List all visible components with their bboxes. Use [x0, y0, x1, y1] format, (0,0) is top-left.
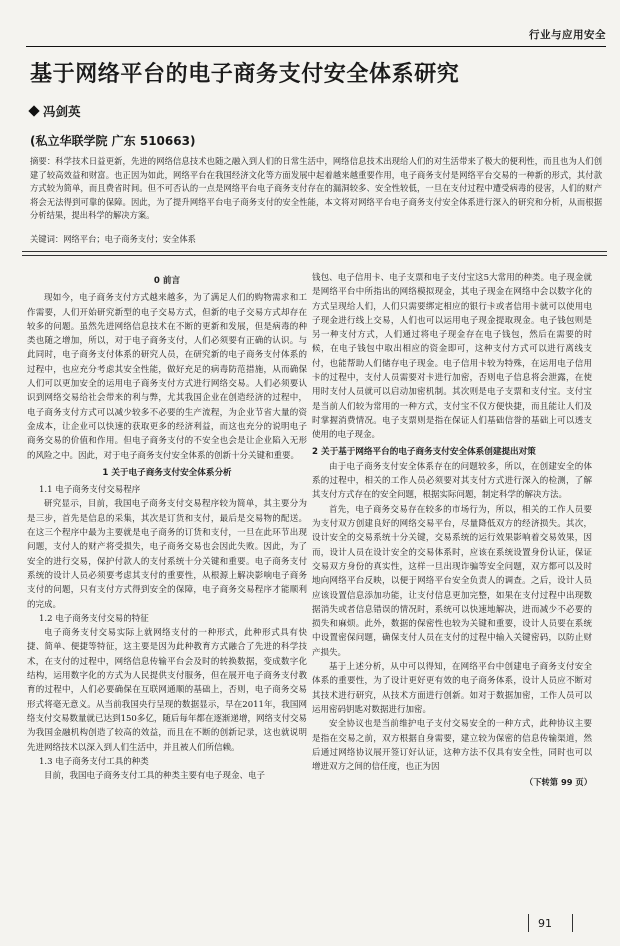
page-number: 91	[538, 917, 552, 930]
page-number-bracket	[572, 914, 573, 932]
affiliation: (私立华联学院 广东 510663)	[30, 134, 196, 148]
author-line	[30, 102, 81, 120]
paragraph: 钱包、电子信用卡、电子支票和电子支付宝这5大常用的种类。电子现金就是网络平台中所指出的网络模拟现金，其电子现金在网络中会以数字化的方式呈现给人们，人们只需要绑定相应的银行卡或者信用卡就可以使用电子现金进行线上交易，人们也可以运用电子现金提取现金。电子钱包则是另一种支付方式，人们通过将电子现金存在电子钱包，然后在需要的时候，在电子钱包中取出相应的资金即可，这种支付方式可以进行离线支付，也能帮助人们储存电子现金。电子信用卡较为特殊，在运用电子信用卡的过程中，支付人员需要对卡进行加密，否则电子信息将会泄露，在使用时支付人员就可以启动加密机制。其次则是电子支票和支付宝。支付宝是当前人们较为常用的一种方式，支付宝不仅方便快捷，而且能让人们及时掌握消费情况。电子支票则是指在保证人们基础信誉的基础上可以透支使用的电子现金。	[312, 273, 592, 441]
abstract: 摘要：科学技术日益更新，先进的网络信息技术也随之融入到人们的日常生活中，网络信息技术出现给人们的对生活带来了极大的便利性，而且也为人们创建了较高效益和财富。也正因为如此，网络平台在我国经济文化等方面发展中起着越来越重要作用，电子商务支付是网络平台交易的一种新的形式，其付款方式较为简单，而且费省时间。但不可否认的一点是网络平台电子商务支付存在的漏洞较多、安全性较低，一旦在支付过程中遭受病毒的侵害，人们的财产将会无法得到可靠的保障。因此，为了提升网络平台电子商务支付的安全性能，本文将对网络平台电子商务支付安全体系进行深入的研究和分析，从而根据分析结果，提出科学的解决方案。	[30, 156, 602, 221]
paragraph: 安全协议也是当前维护电子支付交易安全的一种方式，此种协议主要是指在交易之前，双方根据自身需要，建立较为保密的信息传输渠道，然后通过网络协议展开签订好认证，这种方法不仅具有安全性，同时也可以增进双方之间的信任度，也正为因	[312, 719, 592, 773]
paragraph: 由于电子商务支付安全体系存在的问题较多，所以，在创建安全的体系的过程中，相关的工作人员必须要对其支付方式进行深入的检测，了解其支付方式存在的安全问题，根据实际问题，制定科学的解决方法。	[312, 461, 592, 501]
section-heading: 2 关于基于网络平台的电子商务支付安全体系创建提出对策	[312, 446, 536, 457]
body-column-right	[312, 271, 592, 790]
body-column-left	[27, 271, 307, 783]
header-rule	[26, 46, 606, 47]
page-number-bracket	[528, 914, 529, 932]
paragraph: 目前，我国电子商务支付工具的种类主要有电子现金、电子	[44, 771, 266, 782]
author-name: 冯剑英	[43, 104, 81, 119]
continued-note: （下转第 99 页）	[524, 777, 592, 788]
section-heading: 1 关于电子商务支付安全体系分析	[102, 467, 232, 478]
paragraph: 现如今，电子商务支付方式越来越多，为了满足人们的购物需求和工作需要，人们开始研究新型的电子交易方式，但新的电子交易方式却存在较多的问题。虽然先进网络信息技术在不断的更新和发展，但是病毒的种类也随之增加，所以，对于电子商务支付，人们必须要有正确的认识。与此同时，电子商务支付体系的研究人员，在研究新的电子商务支付体系的过程中，也应充分考虑其安全性能，做好充足的病毒防范措施，从而确保人们可以更加安全的运用电子商务支付方式进行网络交易。人们必须要认识到网络交易给社会带来的利与弊，尤其我国企业在创造经济的过程中，电子商务支付方式可以减少较多不必要的生产流程，为企业节省大量的资金成本，让企业可以快速的获取更多的经济利益，而这也充分的说明电子商务交易的价值和作用。但电子商务支付的不安全也会是让企业陷入无形的风险之中。因此，对于电子商务支付安全体系的创新十分关键和重要。	[27, 293, 307, 461]
section-heading: 0 前言	[153, 276, 181, 286]
subsection-heading: 1.1 电子商务支付交易程序	[39, 485, 141, 496]
subsection-heading: 1.3 电子商务支付工具的种类	[39, 756, 149, 767]
keywords: 关键词：网络平台；电子商务支付；安全体系	[30, 234, 196, 244]
paragraph: 电子商务支付交易实际上就网络支付的一种形式，此种形式具有快捷、简单、便捷等特征，这主要是因为此种教育方式融合了先进的科学技术，在支付的过程中，网络信息传输平台会及时的转换数据，变成数字化结构，运用数字化的方式为人民提供支付服务，但在展开电子商务支付教育的过程中，人们必要确保在互联网通顺的基础上，否则，电子商务交易形式将毫无意义。从当前我国央行呈现的数据显示，早在2011年，我国网络支付交易数量就已达到150多亿，随后每年都在逐渐递增，网络支付交易为我国金融机构创造了较高的效益，而且在不断的创新记录，这也就说明先进网络技术以深入到人们生活中，并且被人们所信赖。	[27, 628, 307, 753]
subsection-heading: 1.2 电子商务支付交易的特征	[39, 613, 149, 624]
paragraph: 研究显示，目前，我国电子商务支付交易程序较为简单，其主要分为是三步，首先是信息的采集，其次是订货和支付，最后是交易物的配送。在这三个程序中最为主要就是电子商务的订货和支付，一旦在此环节出现问题，支付人的财产将受损失，电子商务交易也会因此失败。因此，为了安全的进行交易，保护付款人的支付系统十分关键和重要。电子商务支付系统的设计人员必须要考虑其支付的重要性，从根源上解决影响电子商务支付的问题，只有支付方式得到安全的保障，电子商务交易程序才能顺利的完成。	[27, 499, 307, 610]
paragraph: 基于上述分析，从中可以得知，在网络平台中创建电子商务支付安全体系的重要性，为了设计更好更有效的电子商务体系，设计人员应不断对其技术进行研究，从技术方面进行创新。如对于数据加密，工作人员可以运用密码钥匙对数据进行加密。	[312, 662, 592, 715]
separator-rule	[22, 255, 607, 256]
diamond-bullet-icon	[28, 105, 39, 116]
article-title: 基于网络平台的电子商务支付安全体系研究	[30, 62, 460, 87]
section-header: 行业与应用安全	[529, 29, 606, 41]
paragraph: 首先，电子商务交易存在较多的市场行为，所以，相关的工作人员要为支付双方创建良好的网络交易平台，尽量降低双方的经济损失。其次，设计安全的交易系统十分关键，交易系统的运行效果影响着交易效果，因而，设计人员在设计安全的交易体系时，应该在系统设置身份认证，保证交易双方身份的真实性，这样一旦出现诈骗等安全问题，双方都可以及时地向网络平台反映，以便于网络平台安全负责人的调查。之后，设计人员应该设置信息添加功能，让支付信息更加完整，如果在支付过程中出现数据消失或者信息错误的情况时，系统可以快速地解决，进而减少不必要的损失和麻烦。此外，数据的保密性也较为关键和重要，设计人员要在系统中设置密保问题，确保支付人员在支付的过程中输入关键密码，以防止财产损失。	[312, 504, 592, 658]
separator-rule	[22, 251, 607, 252]
